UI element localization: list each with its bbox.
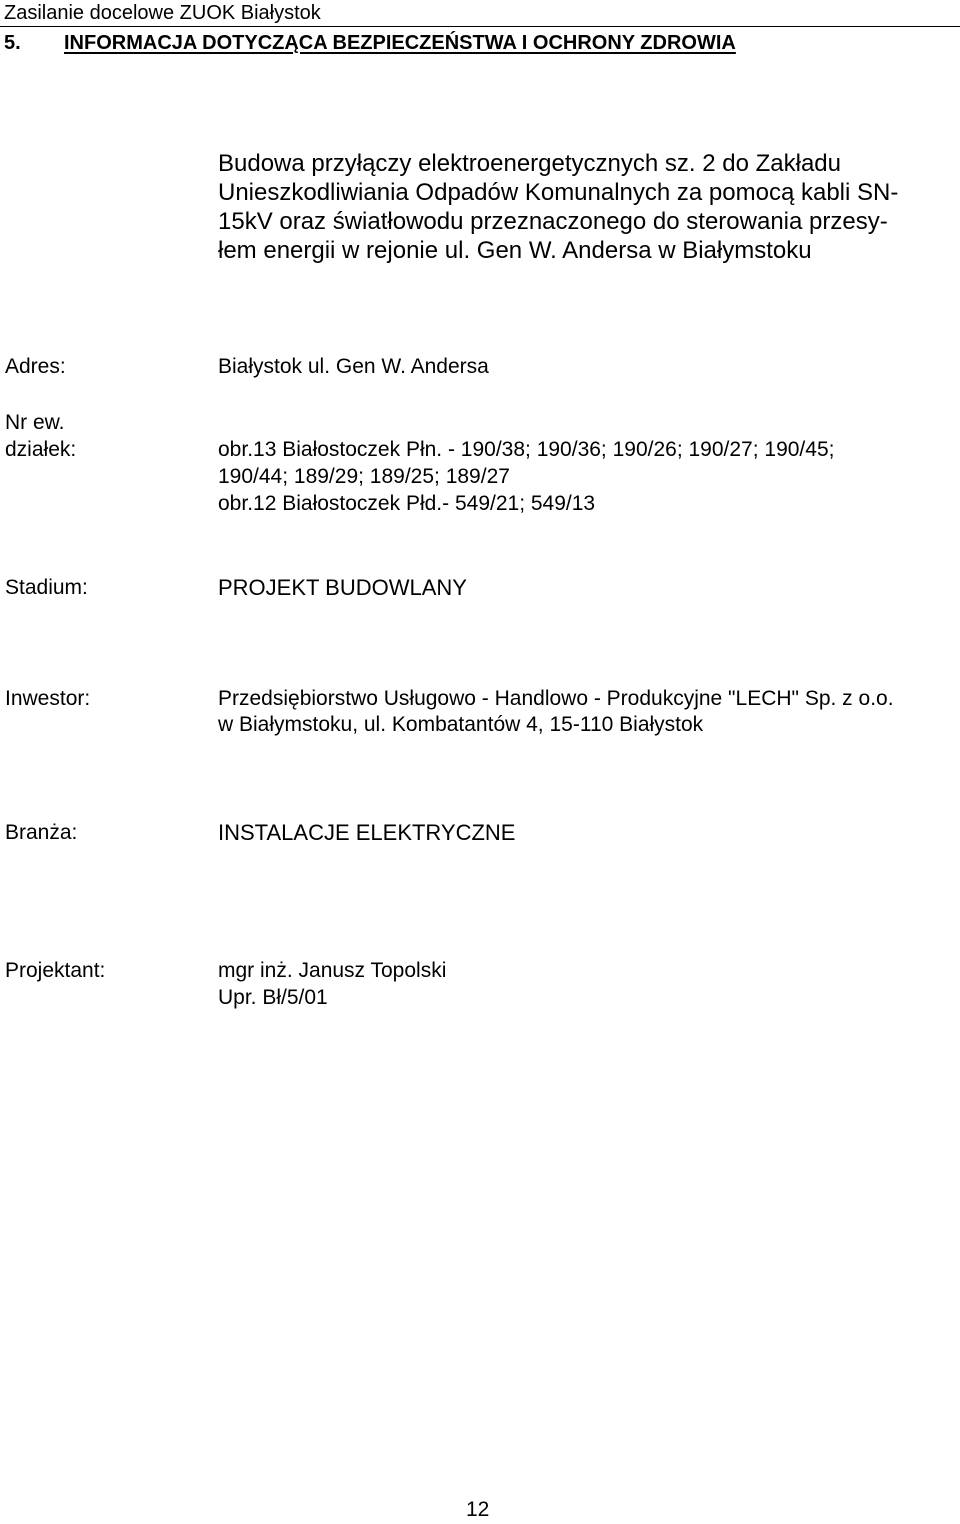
stage-value: PROJEKT BUDOWLANY xyxy=(218,575,467,600)
section-number: 5. xyxy=(4,32,21,54)
address-value: Białystok ul. Gen W. Andersa xyxy=(218,355,489,378)
stage-label: Stadium: xyxy=(5,576,88,599)
branch-value: INSTALACJE ELEKTRYCZNE xyxy=(218,820,516,845)
investor-value-line: w Białymstoku, ul. Kombatantów 4, 15-110 Białystok xyxy=(218,713,704,736)
designer-name: mgr inż. Janusz Topolski xyxy=(218,959,447,982)
address-label: Adres: xyxy=(5,355,66,378)
section-title: INFORMACJA DOTYCZĄCA BEZPIECZEŃSTWA I OCHRONY ZDROWIA xyxy=(64,32,736,54)
project-description xyxy=(218,149,908,265)
parcels-value-line: 190/44; 189/29; 189/25; 189/27 xyxy=(218,465,510,488)
investor-label: Inwestor: xyxy=(5,687,91,710)
document-header-title: Zasilanie docelowe ZUOK Białystok xyxy=(4,2,321,24)
project-description-line: Budowa przyłączy elektroenergetycznych sz. 2 do Zakładu xyxy=(218,150,841,177)
project-description-line: łem energii w rejonie ul. Gen W. Andersa w Białymstoku xyxy=(218,237,812,264)
project-description-line: 15kV oraz światłowodu przeznaczonego do sterowania przesy- xyxy=(218,208,888,235)
parcels-value-line: obr.12 Białostoczek Płd.- 549/21; 549/13 xyxy=(218,492,596,515)
parcels-value-line: obr.13 Białostoczek Płn. - 190/38; 190/36; 190/26; 190/27; 190/45; xyxy=(218,438,835,461)
project-description-line: Unieszkodliwiania Odpadów Komunalnych za pomocą kabli SN- xyxy=(218,179,899,206)
parcels-label-line1: Nr ew. xyxy=(5,411,65,434)
section-heading xyxy=(4,30,736,56)
investor-value-line: Przedsiębiorstwo Usługowo - Handlowo - Produkcyjne "LECH" Sp. z o.o. xyxy=(218,687,894,710)
branch-label: Branża: xyxy=(5,821,78,844)
header-divider xyxy=(0,26,960,27)
designer-license: Upr. Bł/5/01 xyxy=(218,986,328,1009)
parcels-label-line2: działek: xyxy=(5,438,77,461)
designer-label: Projektant: xyxy=(5,959,106,982)
page-number: 12 xyxy=(466,1498,490,1521)
